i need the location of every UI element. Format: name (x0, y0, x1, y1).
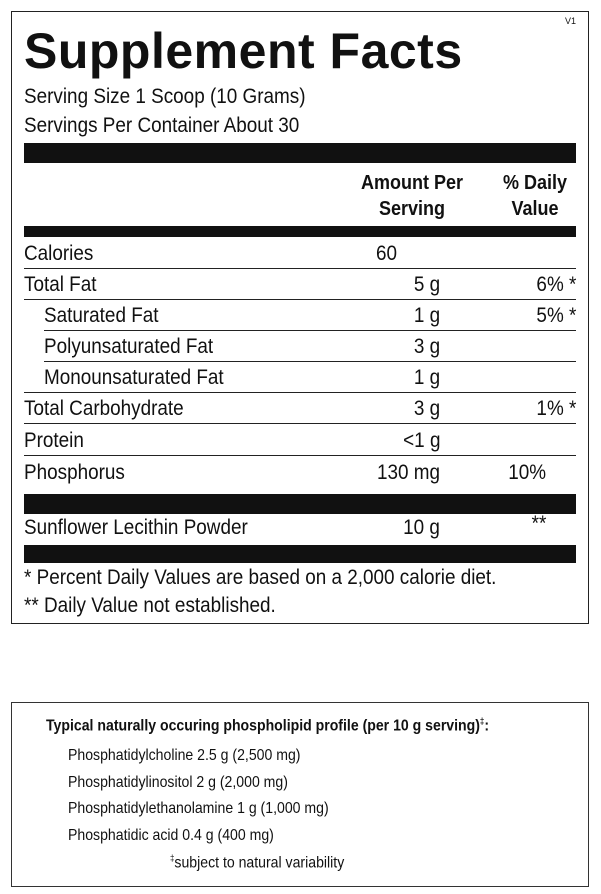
profile-list (68, 743, 364, 849)
column-header-daily-value: % Daily Value (502, 172, 568, 220)
double-dagger-mark: ‡ (479, 716, 485, 726)
nutrient-amount: 60 (376, 242, 398, 265)
profile-title: Typical naturally occuring phospholipid profile (per 10 g serving)‡: (46, 716, 490, 735)
nutrient-amount: 130 mg (376, 461, 440, 484)
list-item: Phosphatidic acid 0.4 g (400 mg) (68, 826, 274, 844)
nutrient-name: Calories (24, 242, 94, 265)
footnote-daily-values: * Percent Daily Values are based on a 2,000 calorie diet. (24, 566, 497, 589)
nutrient-daily-value: 5% * (536, 304, 576, 327)
panel-title: Supplement Facts (24, 23, 463, 79)
thick-divider-header (24, 226, 576, 237)
nutrient-row (24, 393, 576, 423)
nutrient-name: Polyunsaturated Fat (44, 335, 214, 358)
nutrient-name: Total Fat (24, 273, 97, 296)
ingredient-daily-value: ** (531, 512, 546, 535)
list-item: Phosphatidylethanolamine 1 g (1,000 mg) (68, 800, 329, 817)
ingredient-amount: 10 g (403, 516, 440, 539)
nutrient-row (24, 425, 576, 455)
thick-divider-bottom (24, 545, 576, 563)
double-dagger-mark: ‡ (170, 853, 175, 863)
servings-per-container: Servings Per Container About 30 (24, 114, 300, 137)
nutrient-name: Phosphorus (24, 461, 125, 484)
profile-note: ‡subject to natural variability (170, 853, 345, 872)
nutrient-amount: 3 g (413, 335, 440, 358)
list-item: Phosphatidylinositol 2 g (2,000 mg) (68, 773, 288, 791)
nutrient-name: Protein (24, 429, 84, 452)
nutrient-name: Monounsaturated Fat (44, 366, 224, 389)
row-divider (24, 455, 576, 457)
nutrient-amount: 3 g (413, 397, 440, 420)
nutrient-row (24, 457, 576, 487)
nutrient-amount: 5 g (413, 273, 440, 296)
thick-divider-ingredients (24, 494, 576, 514)
thick-divider-top (24, 143, 576, 163)
ingredient-name: Sunflower Lecithin Powder (24, 516, 248, 539)
nutrient-name: Total Carbohydrate (24, 397, 184, 420)
version-label: V1 (564, 16, 576, 26)
nutrient-row (24, 238, 576, 268)
nutrient-row (24, 362, 576, 392)
serving-size: Serving Size 1 Scoop (10 Grams) (24, 85, 306, 108)
phospholipid-profile-box (11, 702, 589, 887)
nutrient-amount: 1 g (413, 366, 440, 389)
row-divider (24, 423, 576, 425)
nutrient-daily-value: 10% (508, 461, 546, 484)
nutrient-row (24, 331, 576, 361)
column-header-amount: Amount Per Serving (360, 172, 464, 220)
nutrient-daily-value: 6% * (536, 273, 576, 296)
ingredient-row (24, 512, 576, 542)
nutrient-name: Saturated Fat (44, 304, 159, 327)
supplement-facts-panel (11, 11, 589, 624)
nutrient-amount: <1 g (402, 429, 440, 452)
nutrient-amount: 1 g (413, 304, 440, 327)
list-item: Phosphatidylcholine 2.5 g (2,500 mg) (68, 747, 301, 764)
nutrient-row (24, 269, 576, 299)
footnote-not-established: ** Daily Value not established. (24, 594, 276, 617)
nutrient-row (24, 300, 576, 330)
nutrient-daily-value: 1% * (536, 397, 576, 420)
